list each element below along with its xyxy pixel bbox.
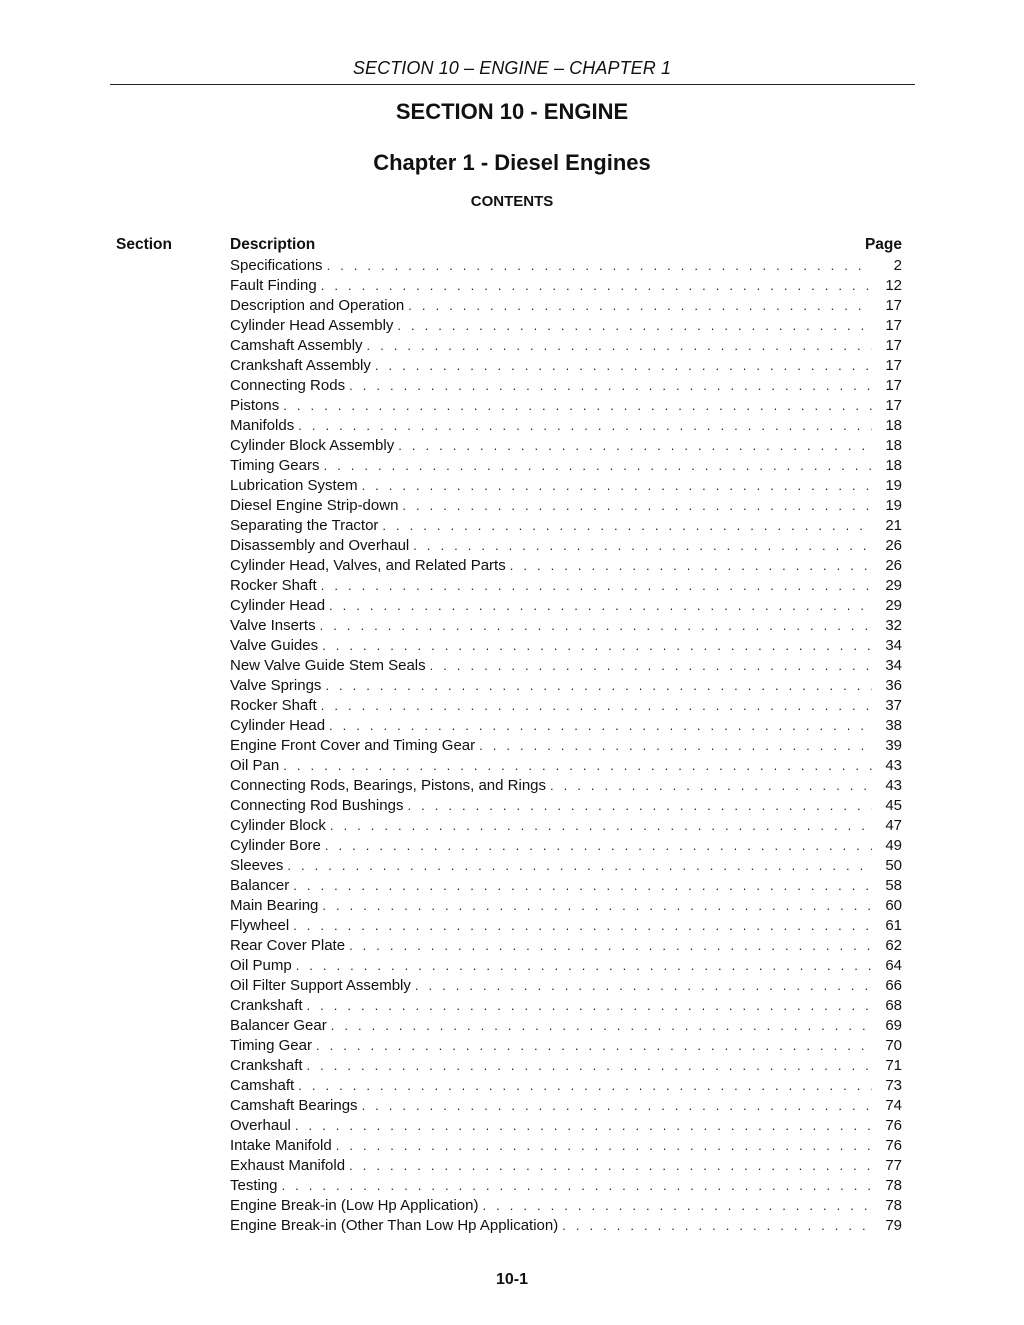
toc-entry-description: Cylinder Head, Valves, and Related Parts [230,557,506,574]
toc-entry-page: 77 [885,1157,902,1174]
toc-entry-description: Disassembly and Overhaul [230,537,410,554]
toc-dot-leader [321,276,872,296]
toc-entry-page: 17 [885,357,902,374]
table-of-contents [230,256,902,1236]
toc-entry [230,1176,902,1196]
chapter-title: Chapter 1 - Diesel Engines [373,150,651,175]
toc-entry-description: Engine Break-in (Low Hp Application) [230,1197,479,1214]
toc-dot-leader [298,416,872,436]
toc-dot-leader [322,896,872,916]
toc-dot-leader [287,856,872,876]
toc-entry [230,436,902,456]
toc-entry-page: 39 [885,737,902,754]
toc-entry-description: Testing [230,1177,278,1194]
toc-entry-page: 32 [885,617,902,634]
toc-entry-description: Valve Inserts [230,617,316,634]
toc-dot-leader [362,476,872,496]
toc-dot-leader [329,716,872,736]
toc-entry-description: Connecting Rod Bushings [230,797,404,814]
toc-entry-description: Balancer Gear [230,1017,327,1034]
toc-entry [230,1016,902,1036]
toc-entry-description: Camshaft Assembly [230,337,363,354]
toc-entry-page: 18 [885,457,902,474]
toc-dot-leader [293,916,872,936]
toc-entry-page: 58 [885,877,902,894]
toc-dot-leader [325,676,872,696]
toc-entry-description: Fault Finding [230,277,317,294]
column-header-page: Page [864,236,902,253]
toc-dot-leader [307,996,872,1016]
toc-dot-leader [562,1216,872,1236]
toc-entry-description: Rocker Shaft [230,577,317,594]
toc-dot-leader [307,1056,872,1076]
toc-entry-description: Valve Springs [230,677,322,694]
toc-entry-description: Engine Front Cover and Timing Gear [230,737,476,754]
toc-entry-page: 79 [885,1217,902,1234]
toc-entry-page: 17 [885,317,902,334]
toc-entry [230,456,902,476]
toc-entry [230,256,902,276]
toc-entry-description: New Valve Guide Stem Seals [230,657,426,674]
section-title: SECTION 10 - ENGINE [395,99,629,124]
toc-entry [230,1096,902,1116]
toc-entry-description: Exhaust Manifold [230,1157,346,1174]
toc-entry [230,296,902,316]
toc-entry [230,1116,902,1136]
toc-dot-leader [349,376,872,396]
toc-entry-page: 76 [885,1137,902,1154]
toc-entry-page: 78 [885,1197,902,1214]
toc-dot-leader [402,496,872,516]
toc-entry-page: 50 [885,857,902,874]
toc-entry-page: 64 [885,957,902,974]
toc-entry [230,836,902,856]
header-divider [110,84,915,85]
toc-entry [230,956,902,976]
toc-entry [230,516,902,536]
toc-dot-leader [331,1016,872,1036]
toc-entry [230,1156,902,1176]
toc-entry-page: 17 [885,377,902,394]
toc-dot-leader [407,796,872,816]
toc-entry-page: 68 [885,997,902,1014]
toc-entry [230,1136,902,1156]
toc-dot-leader [325,836,872,856]
toc-entry-description: Oil Filter Support Assembly [230,977,411,994]
toc-dot-leader [362,1096,872,1116]
toc-dot-leader [408,296,872,316]
toc-entry-page: 18 [885,417,902,434]
toc-dot-leader [282,1176,872,1196]
toc-entry-page: 38 [885,717,902,734]
toc-entry-page: 47 [885,817,902,834]
toc-entry-description: Crankshaft [230,997,303,1014]
toc-entry-description: Oil Pump [230,957,292,974]
toc-entry-page: 29 [885,577,902,594]
toc-entry [230,916,902,936]
toc-entry-description: Rocker Shaft [230,697,317,714]
toc-entry-description: Main Bearing [230,897,319,914]
toc-dot-leader [382,516,872,536]
toc-entry-page: 43 [885,777,902,794]
toc-dot-leader [349,1156,872,1176]
toc-dot-leader [321,576,872,596]
toc-entry [230,1216,902,1236]
toc-entry-description: Timing Gears [230,457,320,474]
toc-entry [230,996,902,1016]
toc-entry-page: 61 [885,917,902,934]
toc-entry [230,696,902,716]
toc-entry [230,596,902,616]
column-header-description: Description [230,236,316,253]
toc-entry [230,1076,902,1096]
toc-entry-description: Manifolds [230,417,295,434]
toc-entry-description: Specifications [230,257,323,274]
toc-entry-page: 78 [885,1177,902,1194]
page-number: 10-1 [495,1271,529,1288]
toc-dot-leader [397,316,872,336]
running-header: SECTION 10 – ENGINE – CHAPTER 1 [352,58,672,78]
toc-entry-page: 19 [885,477,902,494]
toc-dot-leader [336,1136,872,1156]
toc-entry-page: 17 [885,337,902,354]
toc-entry-description: Cylinder Head Assembly [230,317,394,334]
toc-entry [230,656,902,676]
toc-entry [230,1056,902,1076]
toc-entry [230,776,902,796]
toc-entry-description: Cylinder Block [230,817,326,834]
toc-entry-description: Connecting Rods, Bearings, Pistons, and Rings [230,777,547,794]
contents-heading: CONTENTS [470,193,554,210]
toc-entry-page: 19 [885,497,902,514]
toc-entry-page: 62 [885,937,902,954]
toc-entry-page: 29 [885,597,902,614]
toc-entry-page: 12 [885,277,902,294]
toc-dot-leader [550,776,872,796]
toc-entry-page: 70 [885,1037,902,1054]
toc-entry-description: Intake Manifold [230,1137,332,1154]
toc-dot-leader [283,756,872,776]
toc-entry-page: 37 [885,697,902,714]
toc-dot-leader [413,536,872,556]
toc-entry [230,356,902,376]
toc-entry-description: Cylinder Bore [230,837,321,854]
toc-dot-leader [320,616,872,636]
toc-entry-page: 69 [885,1017,902,1034]
toc-dot-leader [298,1076,872,1096]
toc-entry [230,716,902,736]
toc-entry [230,816,902,836]
toc-entry-description: Camshaft Bearings [230,1097,358,1114]
toc-entry-page: 17 [885,397,902,414]
toc-entry [230,476,902,496]
toc-dot-leader [415,976,872,996]
toc-entry-page: 26 [885,557,902,574]
toc-entry-description: Sleeves [230,857,284,874]
toc-entry-page: 76 [885,1117,902,1134]
toc-entry-description: Balancer [230,877,290,894]
toc-entry-description: Cylinder Block Assembly [230,437,395,454]
toc-entry-description: Cylinder Head [230,717,326,734]
toc-entry-page: 74 [885,1097,902,1114]
toc-entry [230,876,902,896]
column-header-section: Section [116,236,172,253]
toc-entry-page: 34 [885,637,902,654]
toc-entry-page: 73 [885,1077,902,1094]
toc-entry [230,536,902,556]
toc-entry-description: Valve Guides [230,637,319,654]
toc-dot-leader [323,456,872,476]
toc-entry-description: Separating the Tractor [230,517,379,534]
toc-entry [230,976,902,996]
toc-entry [230,796,902,816]
toc-entry-description: Connecting Rods [230,377,346,394]
toc-entry-description: Overhaul [230,1117,291,1134]
toc-entry [230,636,902,656]
toc-entry [230,616,902,636]
toc-dot-leader [283,396,872,416]
toc-entry-page: 66 [885,977,902,994]
toc-dot-leader [296,956,872,976]
toc-entry-description: Crankshaft Assembly [230,357,371,374]
toc-dot-leader [349,936,872,956]
toc-entry-description: Cylinder Head [230,597,326,614]
toc-dot-leader [430,656,872,676]
toc-entry-description: Engine Break-in (Other Than Low Hp Application) [230,1217,559,1234]
toc-entry-page: 36 [885,677,902,694]
toc-entry [230,316,902,336]
toc-entry [230,1036,902,1056]
toc-entry-page: 34 [885,657,902,674]
toc-entry-page: 18 [885,437,902,454]
toc-entry [230,676,902,696]
toc-entry-description: Timing Gear [230,1037,312,1054]
toc-entry-description: Camshaft [230,1077,295,1094]
toc-dot-leader [482,1196,872,1216]
toc-entry [230,856,902,876]
toc-entry-description: Crankshaft [230,1057,303,1074]
toc-dot-leader [316,1036,872,1056]
toc-dot-leader [398,436,872,456]
toc-entry [230,736,902,756]
toc-entry-description: Diesel Engine Strip-down [230,497,399,514]
toc-dot-leader [327,256,872,276]
toc-dot-leader [295,1116,872,1136]
toc-dot-leader [375,356,872,376]
toc-entry [230,556,902,576]
toc-dot-leader [329,596,872,616]
toc-entry-page: 43 [885,757,902,774]
toc-entry [230,1196,902,1216]
toc-dot-leader [479,736,872,756]
toc-dot-leader [293,876,872,896]
toc-entry [230,396,902,416]
toc-entry [230,496,902,516]
toc-entry-description: Rear Cover Plate [230,937,346,954]
toc-entry-page: 45 [885,797,902,814]
toc-entry-page: 2 [893,257,902,274]
toc-entry-page: 17 [885,297,902,314]
toc-entry-page: 21 [885,517,902,534]
toc-entry-description: Flywheel [230,917,290,934]
toc-dot-leader [330,816,872,836]
toc-entry [230,756,902,776]
toc-entry [230,376,902,396]
toc-entry [230,276,902,296]
toc-entry [230,896,902,916]
toc-entry [230,576,902,596]
toc-dot-leader [367,336,872,356]
toc-entry [230,416,902,436]
toc-entry-page: 49 [885,837,902,854]
toc-entry-description: Lubrication System [230,477,358,494]
toc-entry-page: 60 [885,897,902,914]
toc-entry-page: 26 [885,537,902,554]
toc-entry [230,336,902,356]
toc-entry-description: Oil Pan [230,757,280,774]
toc-entry [230,936,902,956]
toc-dot-leader [321,696,872,716]
toc-dot-leader [322,636,872,656]
toc-entry-description: Pistons [230,397,280,414]
toc-entry-description: Description and Operation [230,297,405,314]
toc-entry-page: 71 [885,1057,902,1074]
toc-dot-leader [510,556,872,576]
